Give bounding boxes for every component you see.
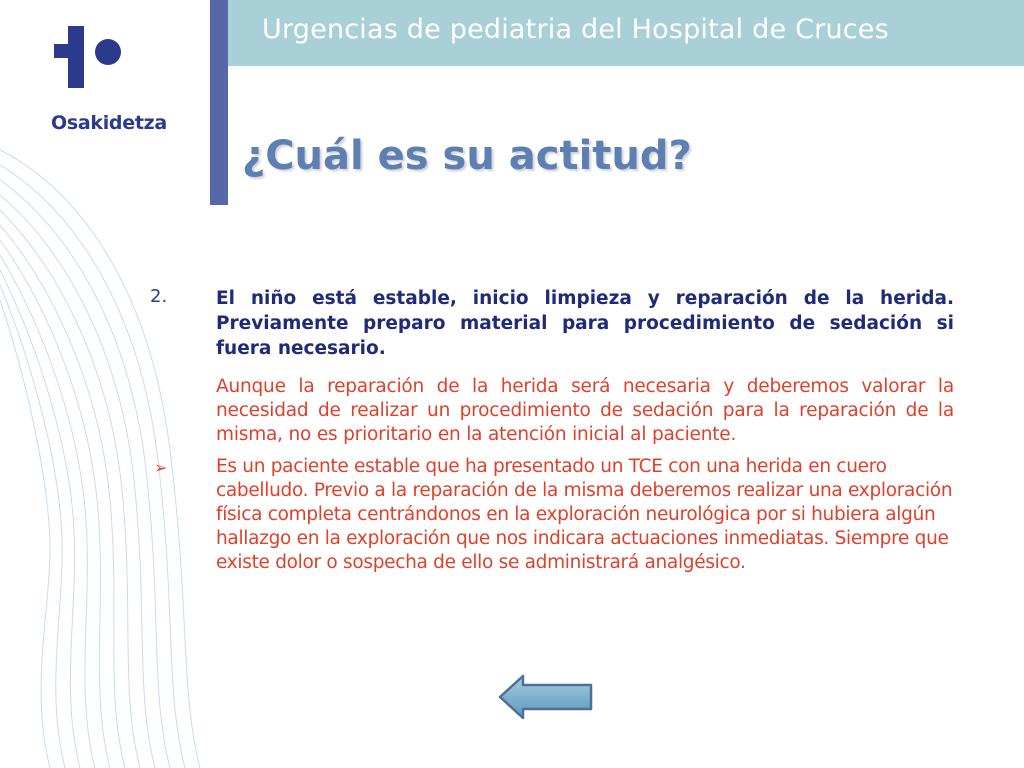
slide-content <box>150 286 954 575</box>
numbered-item <box>150 286 954 447</box>
bullet-text: Es un paciente estable que ha presentado un TCE con una herida en cuero cabelludo. Previo a la reparación de la misma deberemos realizar una exploración física completa centrándonos en la exploración neurológica por si hubiera algún hallazgo en la exploración que nos indicara actuaciones inmediatas. Siempre que existe dolor o sospecha de ello se administrará analgésico. <box>216 456 953 573</box>
brand-name: Osakidetza <box>51 112 167 134</box>
item-number: 2. <box>150 286 168 307</box>
answer-text: Aunque la reparación de la herida será necesaria y deberemos valorar la necesidad de realizar un procedimiento de sedación para la reparación de la misma, no es prioritario en la atención inicial al paciente. <box>216 376 954 445</box>
osakidetza-logo-icon <box>50 22 130 92</box>
header-title: Urgencias de pediatria del Hospital de Cruces <box>262 14 889 45</box>
back-arrow-icon[interactable] <box>497 674 595 720</box>
question-text: El niño está estable, inicio limpieza y reparación de la herida. Previamente preparo material para procedimiento de sedación si fuera necesario. <box>216 288 954 359</box>
slide-title: ¿Cuál es su actitud? <box>242 133 692 179</box>
arrow-bullet-icon: ➢ <box>154 458 168 477</box>
bullet-item <box>150 455 954 575</box>
